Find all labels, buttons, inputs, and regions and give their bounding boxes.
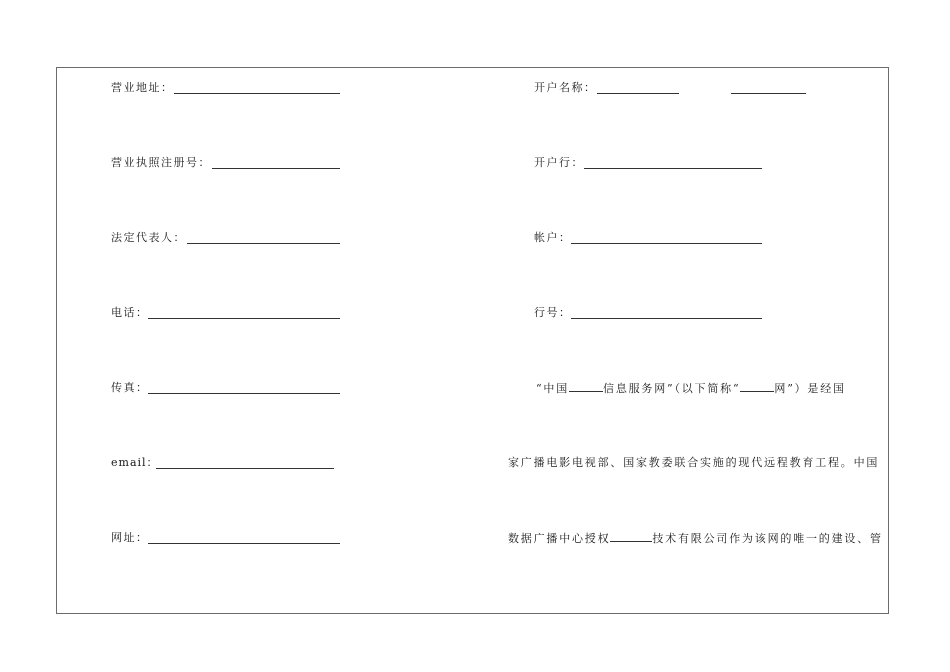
paragraph-line-1-part-c: 网”）是经国 xyxy=(774,382,846,395)
paragraph-line-1-part-a: “中国 xyxy=(536,382,570,395)
phone-field[interactable] xyxy=(148,318,340,319)
legal-representative-label: 法定代表人： xyxy=(111,231,186,244)
phone-label: 电话： xyxy=(111,306,149,319)
bank-code-label: 行号： xyxy=(534,306,572,319)
email-field[interactable] xyxy=(156,468,334,469)
blank-company-name[interactable] xyxy=(610,531,652,542)
license-number-label: 营业执照注册号： xyxy=(111,156,211,169)
fax-field[interactable] xyxy=(148,393,340,394)
email-label: email： xyxy=(111,456,159,469)
paragraph-line-3-part-a: 数据广播中心授权 xyxy=(508,532,611,545)
paragraph-line-2: 家广播电影电视部、国家教委联合实施的现代远程教育工程。中国 xyxy=(508,456,880,469)
legal-representative-field[interactable] xyxy=(187,243,340,244)
paragraph-line-3-part-b: 技术有限公司作为该网的唯一的建设、管 xyxy=(652,532,883,545)
account-name-label: 开户名称： xyxy=(534,81,597,94)
website-label: 网址： xyxy=(111,531,149,544)
blank-network-name[interactable] xyxy=(569,381,603,392)
paragraph-line-1 xyxy=(536,381,846,396)
business-address-field[interactable] xyxy=(174,93,340,94)
account-field[interactable] xyxy=(571,243,762,244)
bank-label: 开户行： xyxy=(534,156,584,169)
website-field[interactable] xyxy=(148,543,340,544)
paragraph-line-1-part-b: 信息服务网”（以下简称“ xyxy=(603,382,741,395)
account-name-field-2[interactable] xyxy=(731,93,806,94)
bank-code-field[interactable] xyxy=(571,318,762,319)
blank-network-short[interactable] xyxy=(740,381,774,392)
bank-field[interactable] xyxy=(584,168,762,169)
license-number-field[interactable] xyxy=(212,168,340,169)
business-address-label: 营业地址： xyxy=(111,81,174,94)
fax-label: 传真： xyxy=(111,381,149,394)
account-name-field[interactable] xyxy=(597,93,679,94)
account-label: 帐户： xyxy=(534,231,572,244)
paragraph-line-3 xyxy=(508,531,883,546)
